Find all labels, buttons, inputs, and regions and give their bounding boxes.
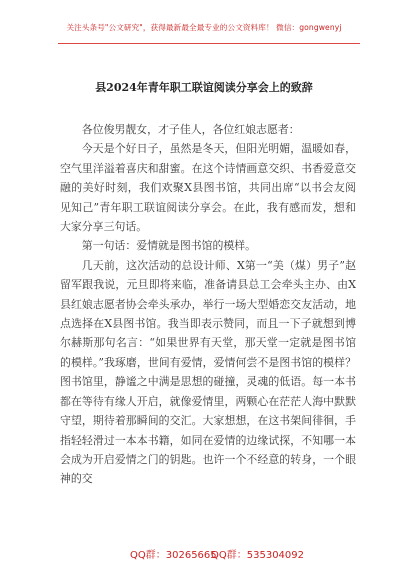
header-banner: 关注头条号"公文研究"，获得最新最全最专业的公文资料库！ 微信：gongwenyj [66,23,342,32]
salutation-paragraph: 各位俊男靓女，才子佳人，各位红娘志愿者： [81,123,300,136]
document-title: 县2024年青年职工联谊阅读分享会上的致辞 [95,81,313,94]
footer-qq-group-2: QQ群：535304092 [211,550,305,561]
body-paragraph: 今天是个好日子，虽然是冬天，但阳光明媚，温暖如春，空气里洋溢着喜庆和甜蜜。在这个诗情画意交织、书香爱意交融的美好时刻，我们欢聚X县图书馆，共同出席“以书会友阅见知己”青年职工联谊阅读分享会。在此，我有感而发，想和大家分享三句话。 [60,142,356,234]
section-heading-paragraph: 第一句话：爱情就是图书馆的模样。 [81,239,257,253]
document-body [60,120,356,489]
header-divider [58,43,360,44]
footer-qq-group-1: QQ群：30265665 [130,550,217,561]
body-paragraph: 几天前，这次活动的总设计师、X第一“美（煤）男子”赵留军跟我说，元旦即将来临，准备请县总工会牵头主办、由X县红娘志愿者协会牵头承办，举行一场大型婚恋交友活动，地点选择在X县图书馆。我当即表示赞同，而且一下子就想到博尔赫斯那句名言：“如果世界有天堂，那天堂一定就是图书馆的模样。”我琢磨，世间有爱情，爱情何尝不是图书馆的模样？图书馆里，静谧之中满是思想的碰撞，灵魂的低语。每一本书都在等待有缘人开启，就像爱情里，两颗心在茫茫人海中默默守望，期待着那瞬间的交汇。大家想想，在这书架间徘徊，手指轻轻滑过一本本书籍，如同在爱情的边缘试探，不知哪一本会成为开启爱情之门的钥匙。也许一个不经意的转身，一个眼神的交 [60,258,356,486]
